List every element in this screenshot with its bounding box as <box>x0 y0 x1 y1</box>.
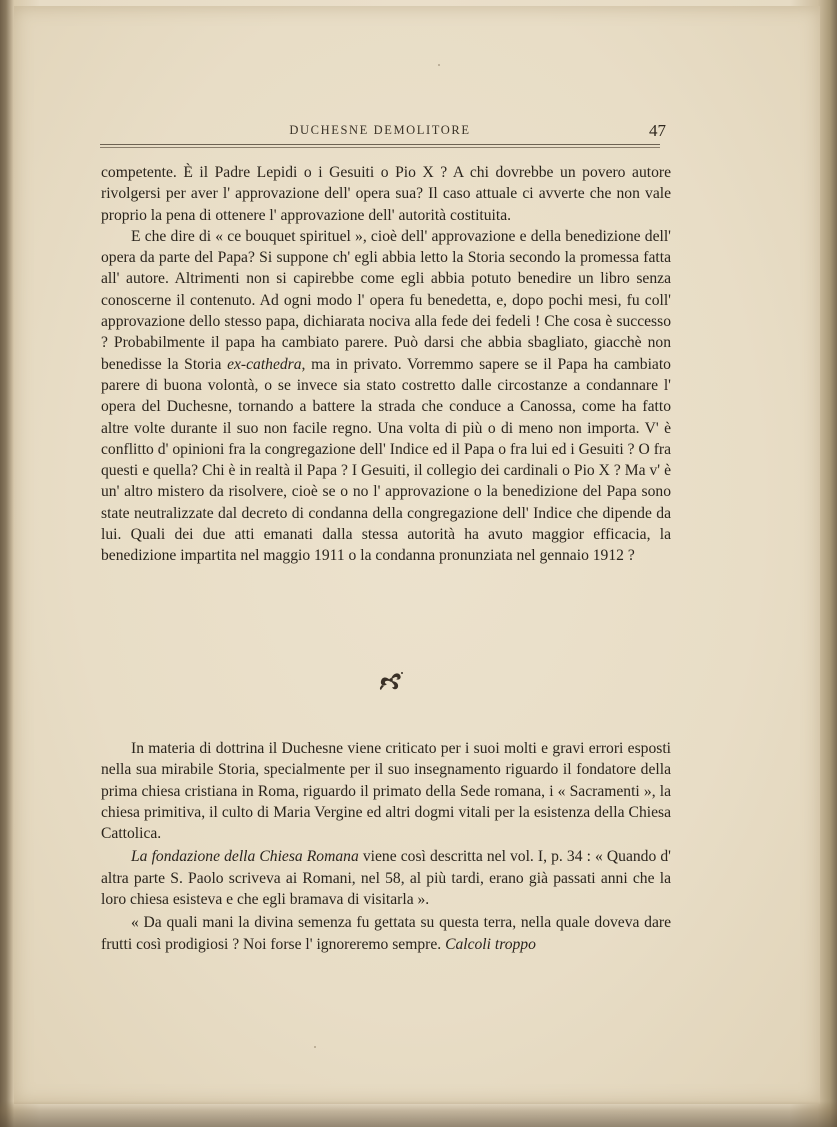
main-text-block <box>101 162 671 567</box>
header-rule <box>100 144 660 145</box>
paragraph-text: ma in privato. Vorremmo sapere se il Papa ha cambiato parere di buona volontà, o se invece sia stato costretto dalle circostanze a condannare l' opera del Duchesne, tornando a battere la strada che conduce a Canossa, come ha fatto altre volte durante il suo non facile regno. Una volta di più o di meno non importa. V' è conflitto d' opinioni fra la congregazione dell' Indice ed il Papa o fra lui ed i Gesuiti ? O fra questi e quella? Chi è in realtà il Papa ? I Gesuiti, il collegio dei cardinali o Pio X ? Ma v' è un' altro mistero da risolvere, cioè se o no l' approvazione o la benedizione del Papa sono state neutralizzate dal decreto di condanna della congregazione dell' Indice che dipende da lui. Quali dei due atti emanati dalla stessa autorità ha avuto maggior efficacia, la benedizione impartita nel maggio 1911 o la condanna pronunziata nel gennaio 1912 ? <box>101 355 671 565</box>
header-rule-double <box>100 147 660 148</box>
second-text-block <box>101 738 671 955</box>
paragraph-text: viene così descritta nel vol. I, p. 34 : « Quando d' altra parte S. Paolo scriveva ai Romani, nel 58, al più tardi, erano già passati anni che la loro chiesa esisteva e che egli bramava di visitarla ». <box>101 848 671 909</box>
paragraph <box>101 846 671 910</box>
italic-phrase: ex-cathedra, <box>227 355 306 373</box>
running-title: DUCHESNE DEMOLITORE <box>289 123 471 137</box>
page-bottom-edge <box>0 1101 837 1127</box>
paper-speck <box>438 64 440 66</box>
running-header <box>100 121 666 153</box>
paragraph <box>101 738 671 844</box>
italic-phrase: Calcoli troppo <box>445 935 536 953</box>
floral-fleuron-icon <box>376 667 406 693</box>
paragraph-text: E che dire di « ce bouquet spirituel », cioè dell' approvazione e della benedizione dell' opera da parte del Papa? Si suppone ch' egli abbia letto la Storia secondo la promessa fatta all' autore. Altrimenti non si capirebbe come egli abbia potuto benedire un libro senza conoscerne il contenuto. Ad ogni modo l' opera fu benedetta, e, dopo pochi mesi, fu coll' approvazione dello stesso papa, dichiarata nociva alla fede dei fedeli ! Che cosa è successo ? Probabilmente il papa ha cambiato parere. Può darsi che abbia sbagliato, giacchè non benedisse la Storia <box>101 227 671 373</box>
paragraph <box>101 912 671 955</box>
paper-speck <box>314 1046 316 1048</box>
italic-phrase: La fondazione della Chiesa Romana <box>131 848 359 866</box>
paragraph-text: In materia di dottrina il Duchesne viene criticato per i suoi molti e gravi errori esposti nella sua mirabile Storia, specialmente per il suo insegnamento riguardo il fondatore della prima chiesa cristiana in Roma, riguardo il primato della Sede romana, i « Sacramenti », la chiesa primitiva, il culto di Maria Vergine ed altri dogmi vitali per la esistenza della Chiesa Cattolica. <box>101 740 671 843</box>
paragraph <box>101 226 671 567</box>
paragraph-text: competente. È il Padre Lepidi o i Gesuiti o Pio X ? A chi dovrebbe un povero autore rivolgersi per aver l' approvazione dell' opera sua? Il caso attuale ci avverte che non vale proprio la pena di ottenere l' approvazione dell' autorità costituita. <box>101 164 671 224</box>
paragraph-text: « Da quali mani la divina semenza fu gettata su questa terra, nella quale doveva dare frutti così prodigiosi ? Noi forse l' ignoreremo sempre. <box>101 914 671 953</box>
paragraph <box>101 162 671 226</box>
page-number: 47 <box>649 121 666 140</box>
